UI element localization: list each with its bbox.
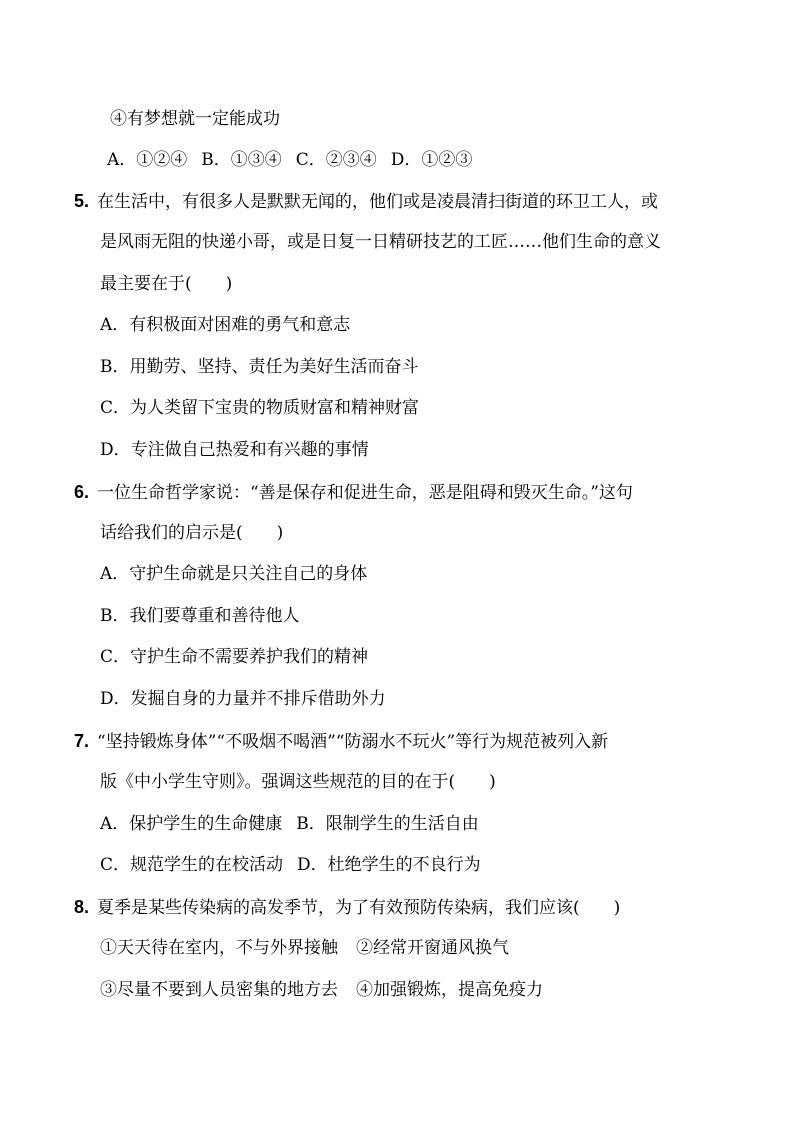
q6-stem-line-2: 话给我们的启示是( ): [100, 523, 284, 543]
q7-option-c: C．规范学生的在校活动: [100, 855, 284, 875]
q8-item-4: ④加强锻炼，提高免疫力: [356, 980, 543, 1000]
q8-number: 8.: [74, 897, 90, 917]
q5-number: 5.: [74, 191, 90, 211]
q7-option-b: B．限制学生的生活自由: [296, 814, 479, 834]
q8-items-row-2: [100, 978, 543, 1002]
q8-item-1: ①天天待在室内，不与外界接触: [100, 938, 338, 958]
q4-option-d: D．①②③: [390, 150, 473, 170]
q6-stem-text-1: 一位生命哲学家说：“善是保存和促进生命，恶是阻碍和毁灭生命。”这句: [97, 483, 633, 503]
q8-stem-text-1: 夏季是某些传染病的高发季节，为了有效预防传染病，我们应该( ): [97, 898, 621, 918]
q7-options-row-2: [100, 853, 481, 877]
q8-stem-line-1: [74, 895, 620, 920]
q5-option-a: A．有积极面对困难的勇气和意志: [100, 315, 351, 335]
q4-option-b: B．①③④: [201, 150, 282, 170]
q4-item-4: [110, 107, 280, 131]
q8-item-2: ②经常开窗通风换气: [356, 938, 509, 958]
q7-option-d: D．杜绝学生的不良行为: [297, 855, 481, 875]
q4-item-4-text: ④有梦想就一定能成功: [110, 109, 280, 129]
q5-option-d: D．专注做自己热爱和有兴趣的事情: [100, 440, 369, 460]
q7-stem-text-1: “坚持锻炼身体”“不吸烟不喝酒”“防溺水不玩火”等行为规范被列入新: [97, 732, 609, 752]
q6-option-b: B．我们要尊重和善待他人: [100, 606, 300, 626]
q8-items-row-1: [100, 936, 509, 960]
q6-option-c: C．守护生命不需要养护我们的精神: [100, 647, 369, 667]
q7-number: 7.: [74, 731, 90, 751]
q7-stem-line-2: 版《中小学生守则》。强调这些规范的目的在于( ): [100, 772, 496, 792]
q7-stem-line-1: [74, 729, 608, 754]
q5-stem-text-1: 在生活中，有很多人是默默无闻的，他们或是凌晨清扫街道的环卫工人，或: [97, 192, 659, 212]
q7-option-a: A．保护学生的生命健康: [100, 814, 283, 834]
q6-option-a: A．守护生命就是只关注自己的身体: [100, 564, 368, 584]
q4-option-a: A．①②④: [107, 150, 188, 170]
q5-stem-line-3: 最主要在于( ): [100, 274, 233, 294]
q6-stem-line-1: [74, 480, 633, 505]
q5-stem-line-1: [74, 189, 658, 214]
q8-item-3: ③尽量不要到人员密集的地方去: [100, 980, 338, 1000]
q6-number: 6.: [74, 482, 90, 502]
q5-stem-line-2: 是风雨无阻的快递小哥，或是日复一日精研技艺的工匠……他们生命的意义: [100, 232, 661, 252]
q5-option-b: B．用勤劳、坚持、责任为美好生活而奋斗: [100, 357, 419, 377]
q5-option-c: C．为人类留下宝贵的物质财富和精神财富: [100, 398, 420, 418]
q4-option-c: C．②③④: [295, 150, 377, 170]
q7-options-row-1: [100, 812, 479, 836]
q4-options: [107, 148, 472, 172]
q6-option-d: D．发掘自身的力量并不排斥借助外力: [100, 689, 386, 709]
